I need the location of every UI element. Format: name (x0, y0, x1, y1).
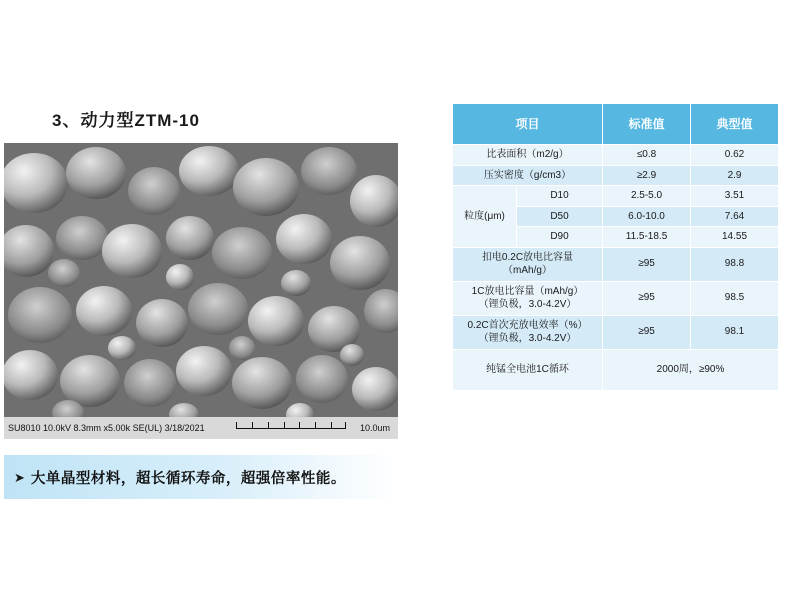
row-typical: 14.55 (691, 227, 779, 248)
row-group-label: 粒度(μm) (453, 186, 517, 248)
row-sublabel: D10 (517, 186, 603, 207)
sem-scale-label: 10.0um (359, 423, 390, 433)
row-sublabel: D50 (517, 206, 603, 227)
table-row (453, 315, 779, 349)
row-typical: 3.51 (691, 186, 779, 207)
table-row (453, 281, 779, 315)
sem-micrograph (4, 143, 398, 439)
table-row (453, 145, 779, 166)
row-label: 比表面积（m2/g） (453, 145, 603, 166)
row-label (453, 281, 603, 315)
row-sublabel: D90 (517, 227, 603, 248)
table-header-typical: 典型值 (691, 104, 779, 145)
table-row (453, 247, 779, 281)
row-standard: 11.5-18.5 (603, 227, 691, 248)
row-standard: 2.5-5.0 (603, 186, 691, 207)
row-label: 压实密度（g/cm3） (453, 165, 603, 186)
sem-caption-bar (4, 417, 398, 439)
row-label-line1: 1C放电比容量（mAh/g） (471, 285, 584, 297)
row-typical: 98.5 (691, 281, 779, 315)
highlight-banner (4, 455, 398, 499)
row-typical: 7.64 (691, 206, 779, 227)
row-standard: ≥95 (603, 247, 691, 281)
row-label-line2: （mAh/g） (503, 265, 552, 276)
footer-label: 纯锰全电池1C循环 (453, 349, 603, 390)
spec-table (452, 103, 779, 391)
scale-ruler-icon (211, 417, 354, 439)
table-header-row (453, 104, 779, 145)
row-standard: ≥95 (603, 315, 691, 349)
row-typical: 98.8 (691, 247, 779, 281)
row-label-line1: 0.2C首次充放电效率（%） (467, 319, 588, 331)
table-row (453, 186, 779, 207)
row-standard: ≥2.9 (603, 165, 691, 186)
row-standard: 6.0-10.0 (603, 206, 691, 227)
row-label-line2: （锂负极，3.0-4.2V） (478, 299, 577, 310)
sem-particles-graphic (4, 143, 398, 439)
row-typical: 98.1 (691, 315, 779, 349)
row-typical: 0.62 (691, 145, 779, 166)
footer-value: 2000周，≥90% (603, 349, 779, 390)
row-typical: 2.9 (691, 165, 779, 186)
spec-table-container (452, 103, 778, 391)
arrow-right-icon: ➤ (14, 469, 25, 485)
table-row (453, 165, 779, 186)
row-label-line2: （锂负极，3.0-4.2V） (478, 333, 577, 344)
row-label-line1: 扣电0.2C放电比容量 (481, 251, 574, 263)
page-title: 3、动力型ZTM-10 (52, 111, 200, 130)
row-standard: ≤0.8 (603, 145, 691, 166)
table-header-standard: 标准值 (603, 104, 691, 145)
row-label (453, 247, 603, 281)
sem-caption-text: SU8010 10.0kV 8.3mm x5.00k SE(UL) 3/18/2021 (8, 423, 205, 433)
highlight-text: 大单晶型材料，超长循环寿命，超强倍率性能。 (30, 470, 346, 487)
table-header-item: 项目 (453, 104, 603, 145)
row-label (453, 315, 603, 349)
row-standard: ≥95 (603, 281, 691, 315)
table-footer-row (453, 349, 779, 390)
